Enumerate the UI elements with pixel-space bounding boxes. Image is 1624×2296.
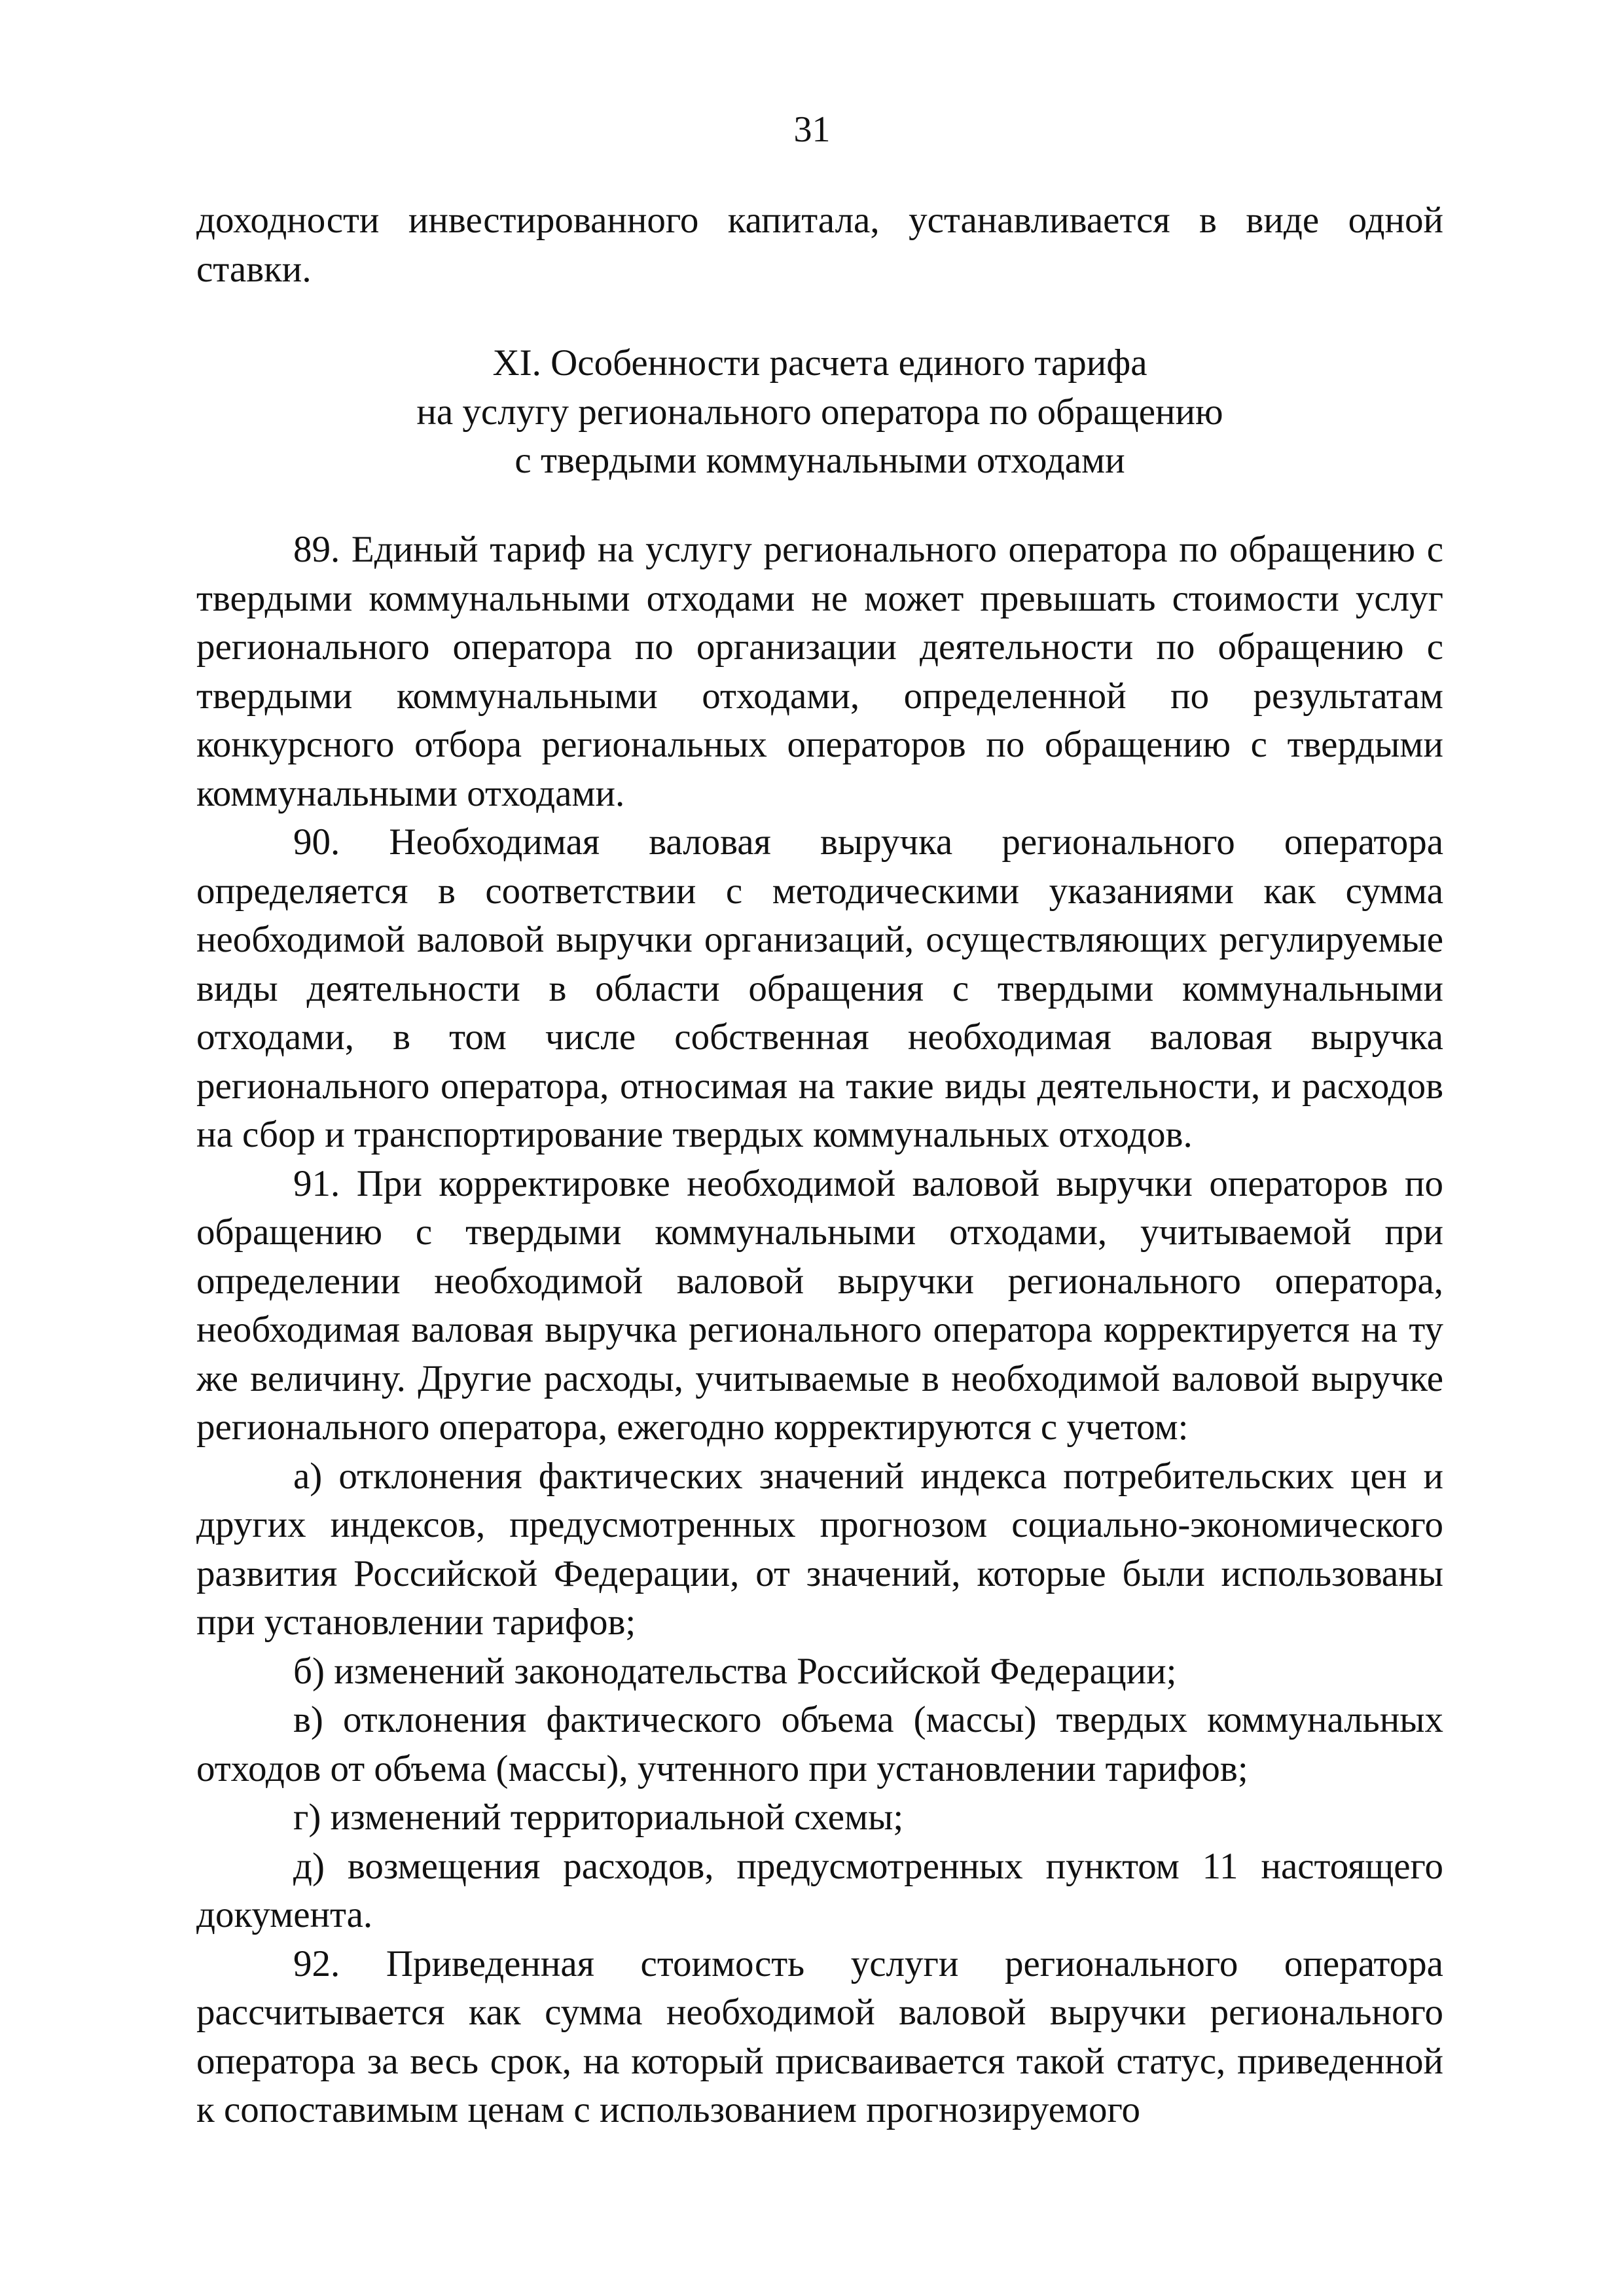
main-text-block xyxy=(196,526,1443,2135)
page-number: 31 xyxy=(793,109,831,150)
paragraph-91-item-e: д) возмещения расходов, предусмотренных пунктом 11 настоящего документа. xyxy=(196,1845,1443,1935)
paragraph-92: 92. Приведенная стоимость услуги регионального оператора рассчитывается как сумма необходимой валовой выручки регионального оператора за весь срок, на который присваивается такой статус, приведенной к сопоставимым ценам с использованием прогнозируемого xyxy=(196,1943,1443,2130)
paragraph-91-item-d: г) изменений территориальной схемы; xyxy=(293,1797,904,1838)
paragraph-89: 89. Единый тариф на услугу регионального оператора по обращению с твердыми коммунальными отходами не может превышать стоимости услуг регионального оператора по организации деятельности по обращению с твердыми коммунальными отходами, определенной по результатам конкурсного отбора региональных операторов по обращению с твердыми коммунальными отходами. xyxy=(196,529,1443,814)
lead-text-block xyxy=(196,196,1443,294)
section-heading-line-3: с твердыми коммунальными отходами xyxy=(514,440,1125,481)
lead-paragraph: доходности инвестированного капитала, устанавливается в виде одной ставки. xyxy=(196,200,1443,290)
paragraph-91-item-c: в) отклонения фактического объема (массы) твердых коммунальных отходов от объема (массы), учтенного при установлении тарифов; xyxy=(196,1699,1443,1789)
section-heading-line-1: XI. Особенности расчета единого тарифа xyxy=(492,342,1147,384)
paragraph-91-item-a: а) отклонения фактических значений индекса потребительских цен и других индексов, предусмотренных прогнозом социально-экономического развития Российской Федерации, от значений, которые были использованы при установлении тарифов; xyxy=(196,1455,1443,1643)
section-heading-line-2: на услугу регионального оператора по обращению xyxy=(416,391,1223,433)
paragraph-91: 91. При корректировке необходимой валовой выручки операторов по обращению с твердыми коммунальными отходами, учитываемой при определении необходимой валовой выручки регионального оператора, необходимая валовая выручка регионального оператора корректируется на ту же величину. Другие расходы, учитываемые в необходимой валовой выручке регионального оператора, ежегодно корректируются с учетом: xyxy=(196,1162,1443,1448)
paragraph-91-item-b: б) изменений законодательства Российской Федерации; xyxy=(293,1650,1177,1692)
section-heading xyxy=(196,339,1443,486)
paragraph-90: 90. Необходимая валовая выручка регионального оператора определяется в соответствии с методическими указаниями как сумма необходимой валовой выручки организаций, осуществляющих регулируемые виды деятельности в области обращения с твердыми коммунальными отходами, в том числе собственная необходимая валовая выручка регионального оператора, относимая на такие виды деятельности, и расходов на сбор и транспортирование твердых коммунальных отходов. xyxy=(196,821,1443,1155)
